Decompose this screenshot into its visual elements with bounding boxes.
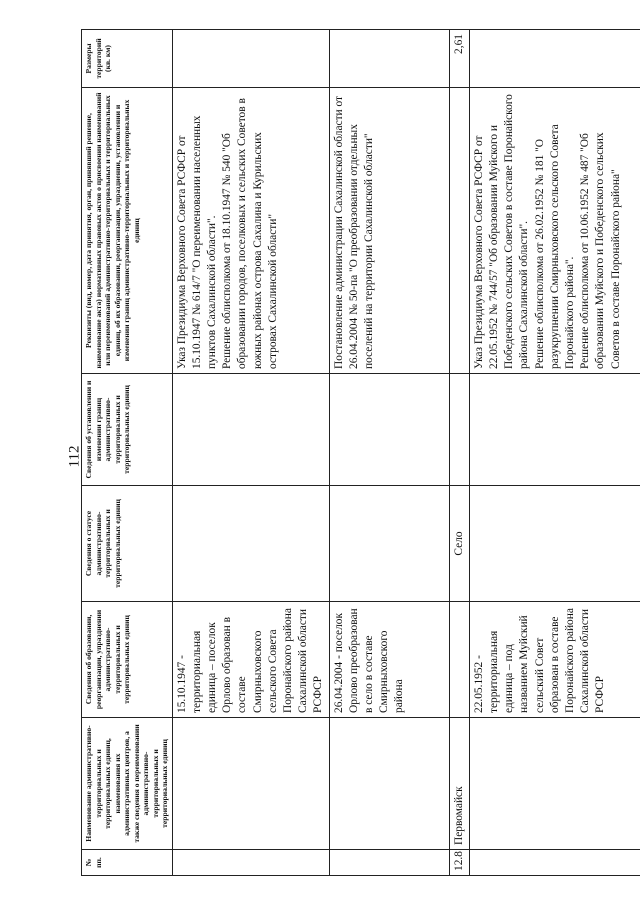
- cell-area: [172, 30, 329, 88]
- cell-number: [172, 850, 329, 876]
- cell-status: Село: [449, 486, 469, 602]
- cell-acts: Указ Президиума Верховного Совета РСФСР от 15.10.1947 № 614/7 "О переименовании населенных пунктов Сахалинской области". Решение облисполкома от 18.10.1947 № 540 "Об образовании городов, поселковых и сельских Советов в южных районах острова Сахалина и Курильских островах Сахалинской области": [172, 88, 329, 374]
- cell-acts: [449, 88, 469, 374]
- cell-name: Первомайск: [449, 718, 469, 850]
- header-acts: Реквизиты (вид, номер, дата принятия, орган, принявший решение, наименование акта) нормативных правовых актов о присвоении наименований или переименований административно-территориальных и территориальных единиц, об их образовании, реорганизации, упразднении, установлении и изменении границ административно-территориальных и территориальных единиц: [82, 88, 173, 374]
- header-formation: Сведения об образовании, реорганизации, упразднении административно-территориальных и территориальных единиц: [82, 602, 173, 718]
- cell-formation: 26.04.2004 - поселок Орлово преобразован в село в составе Смирныховского района: [329, 602, 449, 718]
- table-row: [329, 30, 449, 876]
- table-header-row: [82, 30, 173, 876]
- table-row: [469, 30, 640, 876]
- cell-number: 12.8: [449, 850, 469, 876]
- document-table-area: [81, 30, 629, 876]
- cell-number: [469, 850, 640, 876]
- cell-borders: [469, 374, 640, 486]
- page-number: 112: [66, 445, 83, 468]
- table-row: [172, 30, 329, 876]
- cell-number: [329, 850, 449, 876]
- rotated-table-wrapper: [81, 30, 629, 876]
- cell-name: [469, 718, 640, 850]
- cell-borders: [449, 374, 469, 486]
- cell-status: [172, 486, 329, 602]
- cell-status: [329, 486, 449, 602]
- cell-area: [329, 30, 449, 88]
- cell-area: [469, 30, 640, 88]
- cell-name: [329, 718, 449, 850]
- header-status: Сведения о статусе административно-территориальных и территориальных единиц: [82, 486, 173, 602]
- cell-borders: [329, 374, 449, 486]
- header-borders: Сведения об установлении и изменении границ административно-территориальных и территориальных единиц: [82, 374, 173, 486]
- cell-name: [172, 718, 329, 850]
- table-row: [449, 30, 469, 876]
- cell-area: 2,61: [449, 30, 469, 88]
- settlements-register-table: [81, 29, 640, 876]
- header-number: № пп.: [82, 850, 173, 876]
- cell-acts: Указ Президиума Верховного Совета РСФСР от 22.05.1952 № 744/57 "Об образовании Муйского и Победенского сельских Советов в составе Поронайского района Сахалинской области". Решение облисполкома от 26.02.1952 № 181 "О разукрупнении Смирныховского сельского Совета Поронайского района". Решение облисполкома от 10.06.1952 № 487 "Об образовании Муйского и Победенского сельских Советов в составе Поронайского района": [469, 88, 640, 374]
- cell-acts: Постановление администрации Сахалинской области от 26.04.2004 № 50-па "О преобразовании отдельных поселений на территории Сахалинской области": [329, 88, 449, 374]
- cell-status: [469, 486, 640, 602]
- cell-formation: 22.05.1952 - территориальная единица – под названием Муйский сельский Совет образован в составе Поронайского района Сахалинской области РСФСР: [469, 602, 640, 718]
- header-name: Наименование административно-территориальных и территориальных единиц, наименования их административных центров, а также сведения о переименовании административно-территориальных и территориальных единиц: [82, 718, 173, 850]
- cell-borders: [172, 374, 329, 486]
- cell-formation: [449, 602, 469, 718]
- cell-formation: 15.10.1947 - территориальная единица – поселок Орлово образован в составе Смирныховского сельского Совета Поронайского района Сахалинской области РСФСР: [172, 602, 329, 718]
- header-area: Размеры территорий (кв. км): [82, 30, 173, 88]
